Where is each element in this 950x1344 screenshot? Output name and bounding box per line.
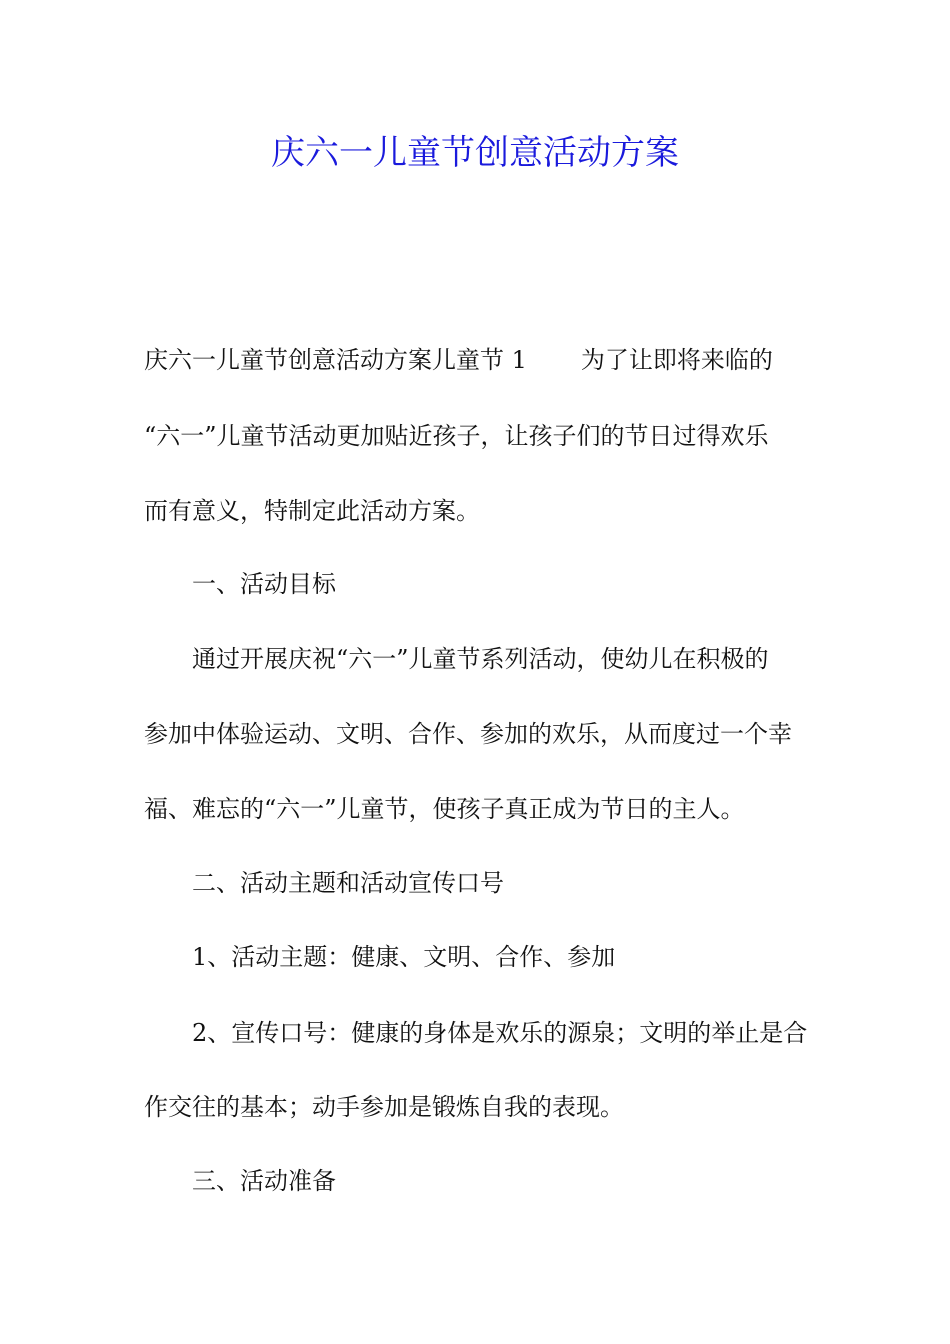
paragraph-line-1 <box>144 342 814 378</box>
section-heading-goals: 一、活动目标 <box>192 570 336 598</box>
paragraph-line-2: “六一”儿童节活动更加贴近孩子，让孩子们的节日过得欢乐 <box>144 422 769 450</box>
paragraph-line-5: 通过开展庆祝“六一”儿童节系列活动，使幼儿在积极的 <box>192 645 769 673</box>
paragraph-line-6: 参加中体验运动、文明、合作、参加的欢乐，从而度过一个幸 <box>144 720 792 748</box>
intro-heading-text: 庆六一儿童节创意活动方案儿童节 1 <box>144 346 527 374</box>
paragraph-line-10: 2、宣传口号：健康的身体是欢乐的源泉；文明的举止是合 <box>192 1019 808 1047</box>
paragraph-line-11: 作交往的基本；动手参加是锻炼自我的表现。 <box>144 1093 624 1121</box>
paragraph-line-3: 而有意义，特制定此活动方案。 <box>144 497 480 525</box>
section-heading-preparation: 三、活动准备 <box>192 1167 336 1195</box>
paragraph-line-9: 1、活动主题：健康、文明、合作、参加 <box>192 943 616 971</box>
intro-text: 为了让即将来临的 <box>580 346 773 374</box>
section-heading-theme: 二、活动主题和活动宣传口号 <box>192 869 504 897</box>
document-title: 庆六一儿童节创意活动方案 <box>271 133 679 173</box>
paragraph-line-7: 福、难忘的“六一”儿童节，使孩子真正成为节日的主人。 <box>144 795 745 823</box>
